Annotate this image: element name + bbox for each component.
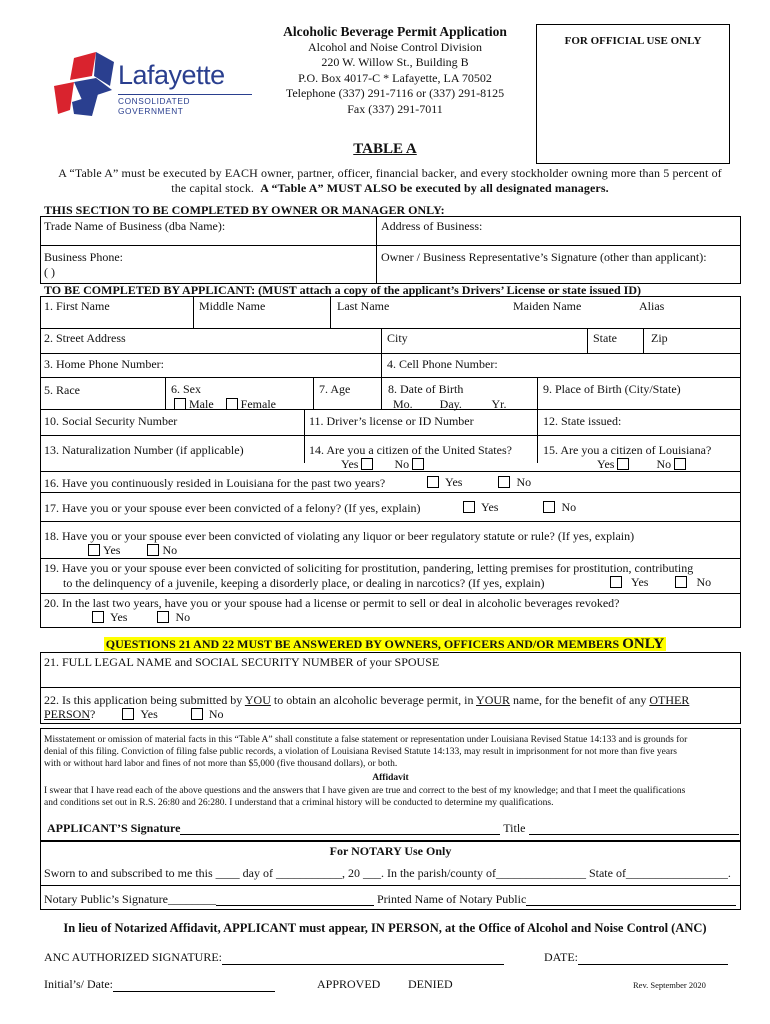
q17-yes-checkbox[interactable]	[463, 501, 475, 513]
q18-options	[85, 543, 177, 557]
owner-section	[40, 216, 741, 284]
q22-options	[44, 707, 223, 721]
agency-line: Telephone (337) 291-7116 or (337) 291-8125	[285, 86, 505, 100]
q17-options	[460, 500, 576, 514]
intro-line-2	[40, 181, 740, 196]
form-title: Alcoholic Beverage Permit Application	[283, 24, 507, 39]
applicant-signature-line[interactable]	[47, 821, 739, 835]
la-citizen-yes-checkbox[interactable]	[617, 458, 629, 470]
logo-mark-icon	[52, 50, 118, 120]
license-field[interactable]: 11. Driver’s license or ID Number	[309, 414, 474, 428]
title-blank[interactable]	[529, 834, 739, 835]
business-phone-paren: ( )	[44, 265, 55, 279]
trade-name-field[interactable]: Trade Name of Business (dba Name):	[44, 219, 226, 233]
q20-yes-checkbox[interactable]	[92, 611, 104, 623]
q18-no-checkbox[interactable]	[147, 544, 159, 556]
warning-line: denial of this filing. Conviction of filing false public records, a violation of Louisiana Revised Statute 14:133, may result in imprisonment for not more than five years	[44, 747, 677, 757]
q22-person: PERSON	[44, 707, 91, 721]
la-citizen-no-checkbox[interactable]	[674, 458, 686, 470]
intro-text-plain: the capital stock.	[171, 181, 255, 195]
us-citizen-yes-label: Yes	[341, 457, 359, 471]
q16-options	[424, 475, 531, 489]
dob-parts-field[interactable]: Mo. Day. Yr.	[393, 397, 507, 411]
applicant-section-heading: TO BE COMPLETED BY APPLICANT: (MUST attach a copy of the applicant’s Drivers’ License or state issued ID)	[44, 283, 641, 297]
alias-field[interactable]: Alias	[639, 299, 665, 313]
q18-question: 18. Have you or your spouse ever been convicted of violating any liquor or beer regulatory statute or rule? (If yes, explain)	[44, 529, 635, 543]
owner-signature-field[interactable]: Owner / Business Representative’s Signature (other than applicant):	[381, 250, 707, 264]
initials-line[interactable]	[44, 977, 275, 992]
q22-other: OTHER	[649, 693, 690, 707]
q18-yes-checkbox[interactable]	[88, 544, 100, 556]
q20-question: 20. In the last two years, have you or your spouse had a license or permit to sell or deal in alcoholic beverages revoked?	[44, 596, 620, 610]
owners-banner-text	[104, 637, 666, 651]
q16-question: 16. Have you continuously resided in Louisiana for the past two years?	[44, 476, 386, 490]
sworn-line[interactable]: Sworn to and subscribed to me this ____ day of ___________, 20 ___. In the parish/county of_______________ State of_________________.	[44, 866, 731, 880]
q19-no-label: No	[696, 575, 712, 589]
agency-line: Fax (337) 291-7011	[347, 101, 443, 116]
q16-no-label: No	[516, 475, 532, 489]
q18-yes-label: Yes	[103, 543, 121, 557]
q17-yes-label: Yes	[481, 500, 499, 514]
notary-section	[40, 841, 741, 910]
printed-name-label: Printed Name of Notary Public	[376, 892, 527, 906]
applicant-section	[40, 296, 741, 628]
la-citizen-question: 15. Are you a citizen of Louisiana?	[543, 443, 712, 457]
q16-no-checkbox[interactable]	[498, 476, 510, 488]
naturalization-field[interactable]: 13. Naturalization Number (if applicable)	[44, 443, 244, 457]
q22-text-b: to obtain an alcoholic beverage permit, in	[273, 693, 474, 707]
q22-yes-checkbox[interactable]	[122, 708, 134, 720]
la-citizen-options	[597, 457, 689, 471]
spouse-section	[40, 652, 741, 724]
spouse-name-ssn-field[interactable]: 21. FULL LEGAL NAME and SOCIAL SECURITY NUMBER of your SPOUSE	[44, 655, 440, 669]
place-of-birth-field[interactable]: 9. Place of Birth (City/State)	[543, 382, 681, 396]
female-label: Female	[240, 397, 276, 411]
q19-yes-checkbox[interactable]	[610, 576, 622, 588]
sex-label: 6. Sex	[171, 382, 201, 396]
q22-question	[44, 693, 689, 707]
us-citizen-question: 14. Are you a citizen of the United States?	[309, 443, 512, 457]
table-title: TABLE A	[353, 141, 417, 157]
intro-line: A “Table A” must be executed by EACH owner, partner, officer, financial backer, and every stockholder owning more than 5 percent of	[58, 166, 722, 180]
q20-no-checkbox[interactable]	[157, 611, 169, 623]
applicant-signature-blank[interactable]	[180, 834, 500, 835]
la-citizen-yes-label: Yes	[597, 457, 615, 471]
cell-phone-field[interactable]: 4. Cell Phone Number:	[387, 357, 498, 371]
q19-options	[607, 575, 711, 589]
dob-label: 8. Date of Birth	[388, 382, 464, 396]
q16-yes-checkbox[interactable]	[427, 476, 439, 488]
anc-date-blank[interactable]	[578, 964, 728, 965]
intro-text-bold: A “Table A” MUST ALSO be executed by all designated managers.	[260, 181, 609, 195]
notary-signature-blank[interactable]	[216, 905, 374, 906]
agency-line: Alcohol and Noise Control Division	[308, 39, 482, 54]
us-citizen-yes-checkbox[interactable]	[361, 458, 373, 470]
ssn-field[interactable]: 10. Social Security Number	[44, 414, 178, 428]
first-name-field[interactable]: 1. First Name	[44, 299, 110, 313]
title-label: Title	[503, 821, 526, 835]
q22-you: YOU	[244, 693, 271, 707]
oath-line: and conditions set out in R.S. 26:80 and 26:280. I understand that a criminal history will be conducted to determine my qualifications.	[44, 798, 554, 808]
us-citizen-no-checkbox[interactable]	[412, 458, 424, 470]
race-field[interactable]: 5. Race	[44, 383, 80, 397]
us-citizen-no-label: No	[394, 457, 410, 471]
us-citizen-options	[341, 457, 427, 471]
city-field[interactable]: City	[387, 331, 408, 345]
in-person-notice: In lieu of Notarized Affidavit, APPLICANT must appear, IN PERSON, at the Office of Alcohol and Noise Control (ANC)	[63, 921, 707, 935]
q20-options	[89, 610, 190, 624]
logo-name: Lafayette	[118, 60, 225, 90]
anc-date-line[interactable]	[544, 950, 728, 965]
q22-text-a: 22. Is this application being submitted by	[44, 693, 243, 707]
notary-signature-label: Notary Public’s Signature________	[44, 892, 216, 906]
age-field[interactable]: 7. Age	[319, 382, 351, 396]
agency-line: 220 W. Willow St., Building B	[321, 55, 469, 69]
q18-no-label: No	[162, 543, 178, 557]
lafayette-logo	[52, 46, 252, 116]
zip-field[interactable]: Zip	[651, 331, 668, 345]
initials-blank[interactable]	[113, 991, 275, 992]
official-use-label: FOR OFFICIAL USE ONLY	[564, 35, 702, 47]
owners-banner-main: QUESTIONS 21 AND 22 MUST BE ANSWERED BY OWNERS, OFFICERS AND/OR MEMBERS	[105, 637, 620, 651]
notary-heading: For NOTARY Use Only	[329, 844, 452, 858]
agency-header	[250, 24, 540, 117]
q16-yes-label: Yes	[445, 475, 463, 489]
affidavit-title: Affidavit	[372, 773, 409, 783]
agency-line: P.O. Box 4017-C * Lafayette, LA 70502	[298, 70, 492, 85]
affidavit-section	[40, 728, 741, 841]
anc-signature-blank[interactable]	[222, 964, 504, 965]
home-phone-field[interactable]: 3. Home Phone Number:	[44, 357, 164, 371]
intro-text	[40, 166, 740, 196]
q22-text-c: name, for the benefit of any	[513, 693, 647, 707]
business-phone-field[interactable]: Business Phone:	[44, 250, 124, 264]
owners-banner	[0, 636, 770, 653]
anc-signature-label: ANC AUTHORIZED SIGNATURE:	[44, 950, 222, 964]
q22-no-checkbox[interactable]	[191, 708, 203, 720]
maiden-name-field[interactable]: Maiden Name	[513, 299, 582, 313]
q19-no-checkbox[interactable]	[675, 576, 687, 588]
printed-name-blank[interactable]	[526, 905, 736, 906]
q22-yes-label: Yes	[140, 707, 158, 721]
last-name-field[interactable]: Last Name	[337, 299, 390, 313]
state-issued-field[interactable]: 12. State issued:	[543, 414, 622, 428]
la-citizen-no-label: No	[656, 457, 672, 471]
revision-date: Rev. September 2020	[633, 980, 706, 990]
notary-signature-line[interactable]	[44, 892, 736, 906]
q22-no-label: No	[208, 707, 224, 721]
middle-name-field[interactable]: Middle Name	[199, 299, 266, 313]
q22-your: YOUR	[476, 693, 511, 707]
applicant-signature-label: APPLICANT’S Signature	[47, 821, 181, 835]
q17-no-checkbox[interactable]	[543, 501, 555, 513]
owners-banner-only: ONLY	[622, 636, 665, 652]
initials-label: Initial’s/ Date:	[44, 977, 113, 991]
q20-no-label: No	[175, 610, 191, 624]
denied-label[interactable]: DENIED	[408, 977, 453, 991]
q17-no-label: No	[561, 500, 577, 514]
q19-yes-label: Yes	[631, 575, 649, 589]
q19-question-cont: to the delinquency of a juvenile, keeping a disorderly place, or dealing in narcotics? (If yes, explain)	[63, 576, 545, 590]
warning-line: with or without hard labor and fines of not more than $5,000 (five thousand dollars), or both.	[44, 759, 398, 769]
anc-signature-line[interactable]	[44, 950, 504, 965]
owner-section-heading: THIS SECTION TO BE COMPLETED BY OWNER OR MANAGER ONLY:	[44, 203, 445, 217]
approved-label[interactable]: APPROVED	[317, 977, 381, 991]
q22-question-mark: ?	[90, 707, 96, 721]
q20-yes-label: Yes	[110, 610, 128, 624]
state-field[interactable]: State	[593, 331, 617, 345]
oath-line: I swear that I have read each of the above questions and the answers that I have given are true and correct to the best of my knowledge; and that I meet the qualifications	[44, 786, 686, 796]
business-address-field[interactable]: Address of Business:	[381, 219, 483, 233]
q17-question: 17. Have you or your spouse ever been convicted of a felony? (If yes, explain)	[44, 501, 421, 515]
street-address-field[interactable]: 2. Street Address	[44, 331, 126, 345]
anc-date-label: DATE:	[544, 950, 578, 964]
warning-line: Misstatement or omission of material facts in this “Table A” shall constitute a false statement or representation under Louisiana Revised Statue 14:133 and is grounds for	[44, 735, 688, 745]
logo-subtitle: CONSOLIDATED GOVERNMENT	[118, 94, 252, 116]
q19-question: 19. Have you or your spouse ever been convicted of soliciting for prostitution, pandering, letting premises for prostitution, contributing	[44, 561, 694, 575]
male-label: Male	[189, 397, 214, 411]
